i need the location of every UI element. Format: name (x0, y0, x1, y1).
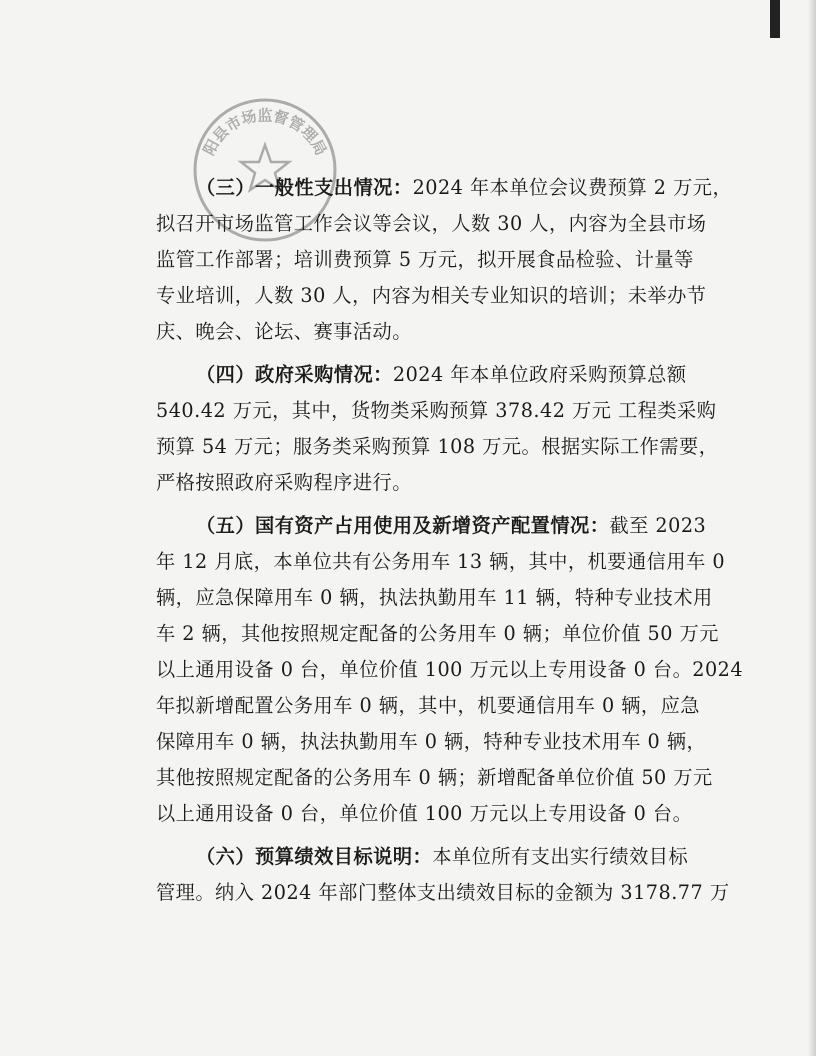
paragraph-line: 专业培训，人数 30 人，内容为相关专业知识的培训；未举办节 (156, 284, 707, 307)
paragraph-line: 540.42 万元，其中，货物类采购预算 378.42 万元 工程类采购 (156, 399, 717, 422)
section-heading: （四）政府采购情况： (196, 363, 393, 386)
paragraph-line: 车 2 辆，其他按照规定配备的公务用车 0 辆；单位价值 50 万元 (156, 622, 719, 645)
paragraph-line: 严格按照政府采购程序进行。 (156, 471, 412, 494)
paragraph-state-assets (156, 508, 744, 832)
paragraph-line: 预算 54 万元；服务类采购预算 108 万元。根据实际工作需要， (156, 435, 719, 458)
paragraph-first-line (156, 170, 733, 206)
page-edge-shadow (808, 0, 816, 1056)
paragraph-performance-goals (156, 839, 730, 911)
section-heading: （三）一般性支出情况： (196, 176, 413, 199)
document-body (156, 170, 744, 911)
paragraph-government-procurement (156, 357, 719, 501)
paragraph-first-line (156, 357, 687, 393)
paragraph-line: 其他按照规定配备的公务用车 0 辆；新增配备单位价值 50 万元 (156, 766, 713, 789)
paragraph-first-line (156, 508, 707, 544)
paragraph-general-expenditure (156, 170, 733, 350)
paragraph-line: 管理。纳入 2024 年部门整体支出绩效目标的金额为 3178.77 万 (156, 881, 730, 904)
paragraph-first-line (156, 839, 689, 875)
paragraph-line: 以上通用设备 0 台，单位价值 100 万元以上专用设备 0 台。 (156, 802, 693, 825)
paragraph-line: 拟召开市场监管工作会议等会议，人数 30 人，内容为全县市场 (156, 212, 707, 235)
paragraph-text: 2024 年本单位政府采购预算总额 (392, 363, 687, 386)
paragraph-line: 保障用车 0 辆，执法执勤用车 0 辆，特种专业技术用车 0 辆， (156, 730, 707, 753)
paragraph-text: 截至 2023 (609, 514, 707, 537)
paragraph-line: 辆，应急保障用车 0 辆，执法执勤用车 11 辆，特种专业技术用 (156, 586, 713, 609)
paragraph-text: 2024 年本单位会议费预算 2 万元， (412, 176, 733, 199)
paragraph-line: 年 12 月底，本单位共有公务用车 13 辆，其中，机要通信用车 0 (156, 550, 726, 573)
paragraph-text: 本单位所有支出实行绩效目标 (432, 845, 689, 868)
svg-text:阳县市场监督管理局: 阳县市场监督管理局 (199, 106, 331, 159)
paragraph-line: 年拟新增配置公务用车 0 辆，其中，机要通信用车 0 辆，应急 (156, 694, 700, 717)
section-heading: （六）预算绩效目标说明： (196, 845, 433, 868)
paragraph-line: 庆、晚会、论坛、赛事活动。 (156, 320, 412, 343)
scan-edge-mark (770, 0, 780, 38)
section-heading: （五）国有资产占用使用及新增资产配置情况： (196, 514, 610, 537)
paragraph-line: 以上通用设备 0 台，单位价值 100 万元以上专用设备 0 台。2024 (156, 658, 744, 681)
paragraph-line: 监管工作部署；培训费预算 5 万元，拟开展食品检验、计量等 (156, 248, 694, 271)
